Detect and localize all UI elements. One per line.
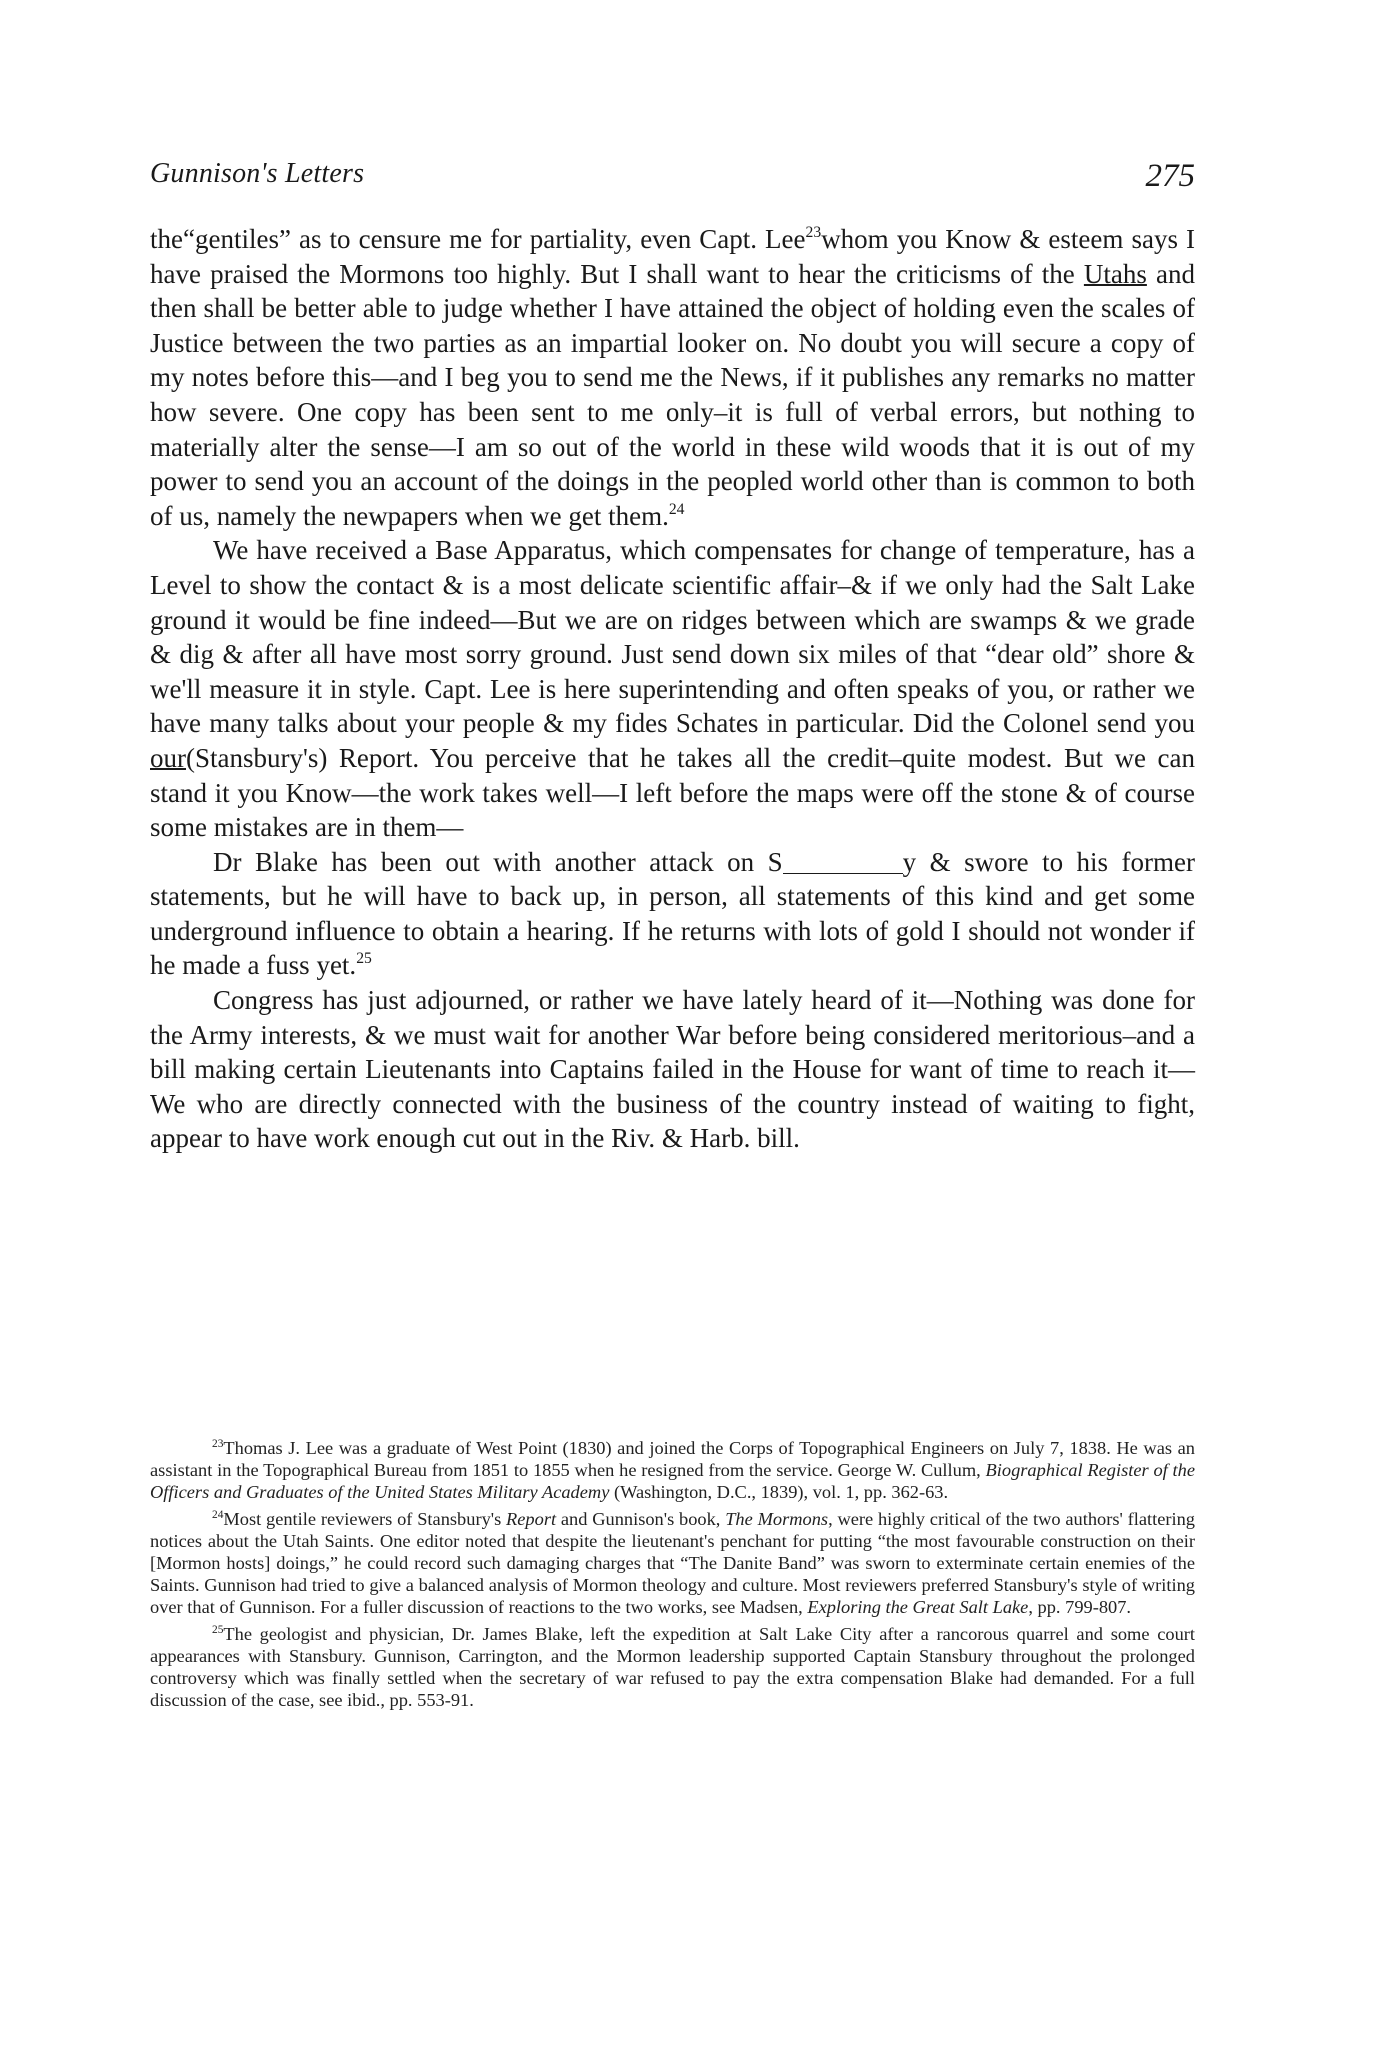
letter-body xyxy=(150,222,1195,1156)
text-run: , were highly critical of the two authors' flattering notices about the Utah Saints. One editor noted that despite the lieutenant's penchant for putting “the most favourable construction on their [Mormon hosts] doings,” he could record such damaging charges that “The Danite Band” was sworn to exterminate certain enemies of the Saints. Gunnison had tried to give a balanced analysis of Mormon theology and culture. Most reviewers preferred Stansbury's style of writing over that of Gunnison. For a fuller discussion of reactions to the two works, see Madsen, xyxy=(150,1509,1196,1617)
footnote-number: 25 xyxy=(212,1624,224,1637)
text-run: Most gentile reviewers of Stansbury's xyxy=(223,1509,507,1529)
footnote-ref-23: 23 xyxy=(805,224,822,242)
underlined-word-utahs: Utahs xyxy=(1083,258,1147,289)
text-run: The geologist and physician, Dr. James Blake, left the expedition at Salt Lake City after a rancorous quarrel and some court appearances with Stansbury. Gunnison, Carrington, and the Mormon leadership supported Captain Stansbury throughout the prolonged controversy which was finally settled when the secretary of war refused to pay the extra compensation Blake had demanded. For a full discussion of the case, see ibid., pp. 553-91. xyxy=(150,1624,1195,1710)
text-run: the“gentiles” as to censure me for partiality, even Capt. Lee xyxy=(150,224,806,254)
italic-title: Report xyxy=(506,1509,557,1529)
text-run: whom you Know & esteem says I have praised the Mormons too highly. But I shall want to hear the criticisms of the xyxy=(150,224,1196,289)
footnote-24 xyxy=(150,1508,1195,1618)
text-run: (Stansbury's) Report. You perceive that he takes all the credit–quite modest. But we can stand it you Know—the work takes well—I left before the maps were off the stone & of course some mistakes are in them— xyxy=(150,742,1195,843)
paragraph-4 xyxy=(150,983,1195,1156)
paragraph-3 xyxy=(150,845,1195,983)
footnotes xyxy=(150,1437,1195,1716)
text-run: Thomas J. Lee was a graduate of West Point (1830) and joined the Corps of Topographical Engineers on July 7, 1838. He was an assistant in the Topographical Bureau from 1851 to 1855 when he resigned from the service. George W. Cullum, xyxy=(150,1438,1195,1480)
text-run: Dr Blake has been out with another attack on S xyxy=(213,846,783,877)
footnote-number: 23 xyxy=(212,1438,224,1451)
page-header xyxy=(150,158,1195,198)
text-run: We have received a Base Apparatus, which compensates for change of temperature, has a Level to show the contact & is a most delicate scientific affair–& if we only had the Salt Lake ground it would be fine indeed—But we are on ridges between which are swamps & we grade & dig & after all have most sorry ground. Just send down six miles of that “dear old” shore & we'll measure it in style. Capt. Lee is here superintending and often speaks of you, or rather we have many talks about your people & my fides Schates in particular. Did the Colonel send you xyxy=(150,535,1195,739)
footnote-ref-25: 25 xyxy=(356,950,372,968)
text-run: and Gunnison's book, xyxy=(556,1509,726,1529)
italic-title: The Mormons xyxy=(725,1509,829,1529)
footnote-25 xyxy=(150,1623,1195,1711)
paragraph-1 xyxy=(150,222,1195,533)
text-run: and then shall be better able to judge whether I have attained the object of holding even the scales of Justice between the two parties as an impartial looker on. No doubt you will secure a copy of my notes before this—and I beg you to send me the News, if it publishes any remarks no matter how severe. One copy has been sent to me only–it is full of verbal errors, but nothing to materially alter the sense—I am so out of the world in these wild woods that it is out of my power to send you an account of the doings in the peopled world other than is common to both of us, namely the newpapers when we get them. xyxy=(150,258,1196,531)
text-run: Congress has just adjourned, or rather we have lately heard of it—Nothing was done for the Army interests, & we must wait for another War before being considered meritorious–and a bill making certain Lieutenants into Captains failed in the House for want of time to reach it—We who are directly connected with the business of the country instead of waiting to fight, appear to have work enough cut out in the Riv. & Harb. bill. xyxy=(150,985,1195,1154)
footnote-ref-24: 24 xyxy=(668,500,685,518)
footnote-number: 24 xyxy=(212,1509,224,1522)
text-run: (Washington, D.C., 1839), vol. 1, pp. 362-63. xyxy=(609,1482,949,1502)
italic-title: Exploring the Great Salt Lake xyxy=(807,1597,1029,1617)
paragraph-2 xyxy=(150,533,1195,844)
text-run: y & swore to his former statements, but he will have to back up, in person, all statements of this kind and get some underground influence to obtain a hearing. If he returns with lots of gold I should not wonder if he made a fuss yet. xyxy=(150,846,1195,981)
running-head: Gunnison's Letters xyxy=(150,158,365,189)
page-number: 275 xyxy=(1145,158,1195,194)
text-run: , pp. 799-807. xyxy=(1028,1597,1132,1617)
italic-title: Biographical Register of the Officers and Graduates of the United States Military Academy xyxy=(150,1460,1196,1502)
redaction-blank xyxy=(783,846,903,874)
footnote-23 xyxy=(150,1437,1195,1503)
underlined-word-our: our xyxy=(150,742,186,773)
